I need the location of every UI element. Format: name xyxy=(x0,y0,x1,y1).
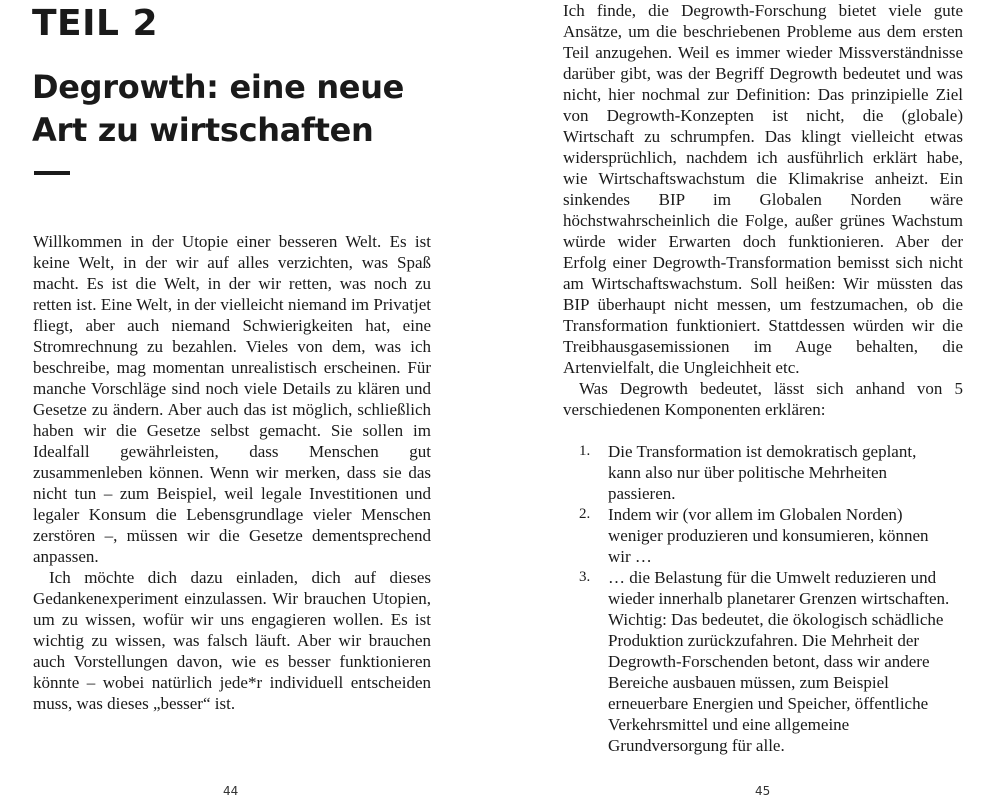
chapter-title-line-2: Art zu wirtschaften xyxy=(32,111,374,149)
page-number-left: 44 xyxy=(223,784,239,798)
list-item-text: … die Belastung für die Umwelt reduzieren und wieder innerhalb planetarer Grenzen wirtschaften. Wichtig: Das bedeutet, die ökologisch schädliche Produktion zurückzufahren. Die Mehrheit der Degrowth-Forschenden betont, dass wir andere Bereiche ausbauen müssen, zum Beispiel erneuerbare Energien und Speicher, öffentliche Verkehrsmittel und eine allgemeine Grundversorgung für alle. xyxy=(608,568,950,755)
part-label: TEIL 2 xyxy=(32,3,159,44)
right-body-text xyxy=(563,0,963,420)
paragraph: Willkommen in der Utopie einer besseren Welt. Es ist keine Welt, in der wir auf alles verzichten, was Spaß macht. Es ist die Welt, in der wir retten, was noch zu retten ist. Eine Welt, in der vielleicht niemand im Privatjet fliegt, aber auch niemand Schwierigkeiten hat, eine Stromrechnung zu bezahlen. Vieles von dem, was ich beschreibe, mag momentan unrealistisch erscheinen. Für manche Vorschläge sind noch viele Details zu klären und Gesetze zu ändern. Aber auch das ist möglich, schließlich haben wir die Gesetze selbst gemacht. Sie sollen im Idealfall gewährleisten, dass Menschen gut zusammenleben können. Wenn wir merken, dass sie das nicht tun – zum Beispiel, weil legale Investitionen und legaler Konsum die Lebensgrundlage vieler Menschen zerstören –, müssen wir die Gesetze dementsprechend anpassen. xyxy=(33,232,431,566)
list-item xyxy=(563,441,963,504)
list-item-number: 3. xyxy=(579,569,591,585)
paragraph: Ich möchte dich dazu einladen, dich auf dieses Gedankenexperiment einzulassen. Wir brauchen Utopien, um zu wissen, wofür wir uns engagieren wollen. Es ist wichtig zu wissen, was falsch läuft. Aber wir brauchen auch Vorstellungen davon, wie es besser funktionieren könnte – wobei natürlich jede*r individuell entscheiden muss, was dieses „besser“ ist. xyxy=(33,568,431,713)
title-rule xyxy=(34,171,70,175)
paragraph: Ich finde, die Degrowth-Forschung bietet viele gute Ansätze, um die beschriebenen Probleme aus dem ersten Teil anzugehen. Weil es immer wieder Missverständnisse darüber gibt, was der Begriff Degrowth bedeutet und was nicht, hier nochmal zur Definition: Das prinzipielle Ziel von Degrowth-Konzepten ist nicht, die (globale) Wirtschaft zu schrumpfen. Das klingt vielleicht etwas widersprüchlich, nachdem ich ausführlich erklärt habe, wie Wirtschaftswachstum die Klimakrise anheizt. Ein sinkendes BIP im Globalen Norden wäre höchstwahrscheinlich die Folge, außer grünes Wachstum würde wider Erwarten doch funktionieren. Aber der Erfolg einer Degrowth-Transformation bemisst sich nicht am Wirtschaftswachstum. Soll heißen: Wir müssten das BIP überhaupt nicht messen, um festzumachen, ob die Transformation funktioniert. Stattdessen würden wir die Treibhausgasemissionen im Auge behalten, die Artenvielfalt, die Ungleichheit etc. xyxy=(563,1,963,377)
list-item-number: 1. xyxy=(579,443,591,459)
paragraph: Was Degrowth bedeutet, lässt sich anhand von 5 verschiedenen Komponenten erklären: xyxy=(563,379,963,419)
list-item xyxy=(563,504,963,567)
chapter-title-line-1: Degrowth: eine neue xyxy=(32,68,405,106)
chapter-title xyxy=(32,66,472,152)
page-number-right: 45 xyxy=(755,784,771,798)
list-item-number: 2. xyxy=(579,506,591,522)
left-body-text xyxy=(33,231,431,714)
list-item-text: Indem wir (vor allem im Globalen Norden) weniger produzieren und konsumieren, können wir … xyxy=(608,505,929,566)
list-item-text: Die Transformation ist demokratisch geplant, kann also nur über politische Mehrheiten passieren. xyxy=(608,442,917,503)
list-item xyxy=(563,567,963,756)
components-list xyxy=(563,441,963,756)
